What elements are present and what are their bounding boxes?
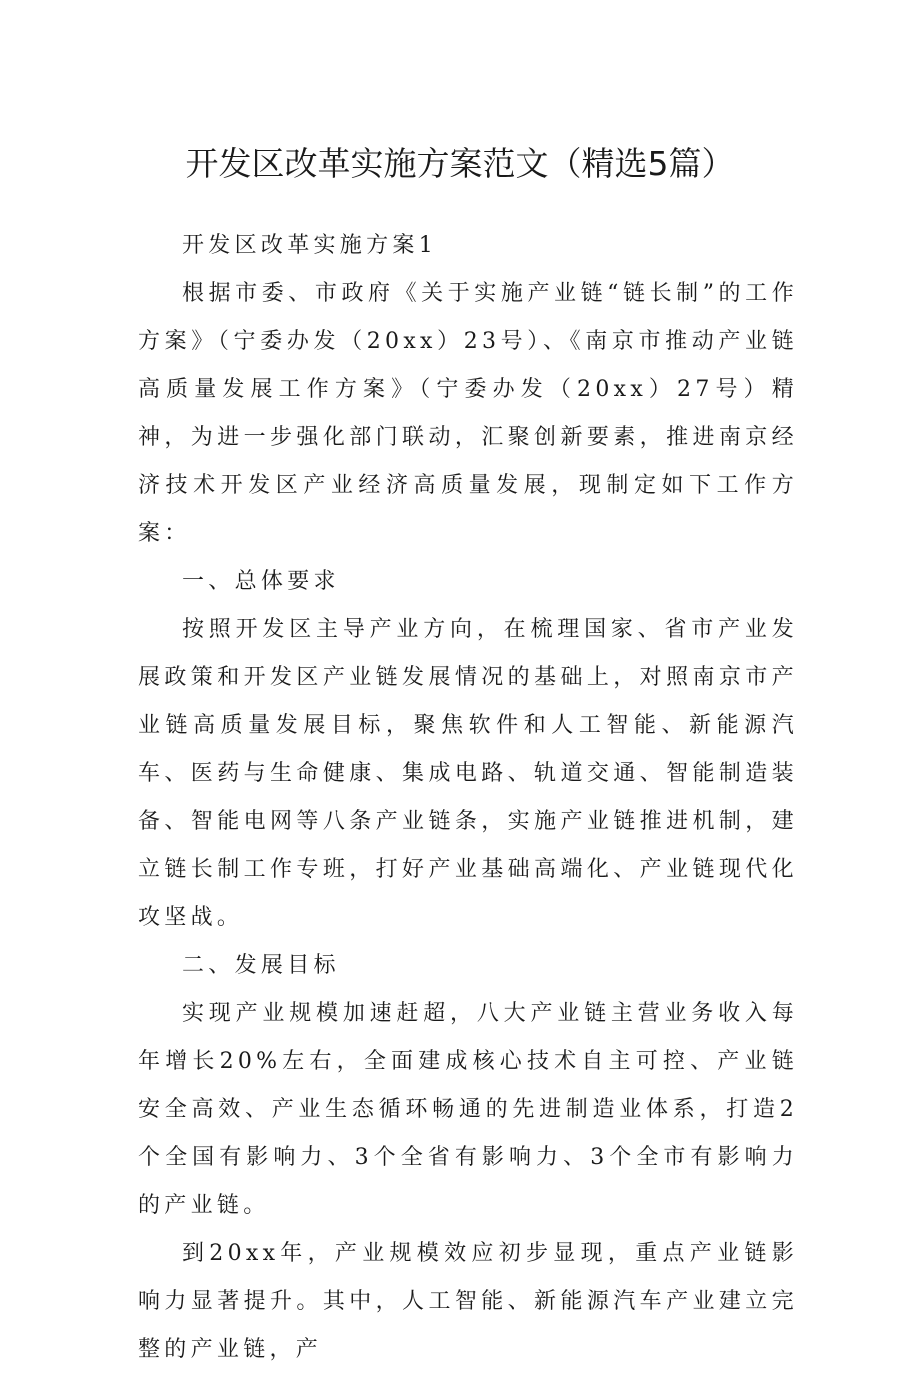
section-title: 开发区改革实施方案1	[182, 233, 437, 258]
document-title: 开发区改革实施方案范文（精选5篇）	[185, 144, 735, 183]
intro-paragraph: 根据市委、市政府《关于实施产业链“链长制”的工作方案》（宁委办发（20xx）23号）、《南京市推动产业链高质量发展工作方案》（宁委办发（20xx）27号）精神，为进一步强化部门联动，汇聚创新要素，推进南京经济技术开发区产业经济高质量发展，现制定如下工作方案：	[138, 281, 798, 546]
paragraph-overall-requirements: 按照开发区主导产业方向，在梳理国家、省市产业发展政策和开发区产业链发展情况的基础上，对照南京市产业链高质量发展目标，聚焦软件和人工智能、新能源汽车、医药与生命健康、集成电路、轨道交通、智能制造装备、智能电网等八条产业链条，实施产业链推进机制，建立链长制工作专班，打好产业基础高端化、产业链现代化攻坚战。	[138, 617, 798, 930]
heading-overall-requirements: 一、总体要求	[182, 569, 340, 594]
paragraph-2020-targets: 到20xx年，产业规模效应初步显现，重点产业链影响力显著提升。其中，人工智能、新能源汽车产业建立完整的产业链，产	[138, 1241, 798, 1362]
document-body	[138, 222, 798, 1374]
heading-development-goals: 二、发展目标	[182, 953, 340, 978]
paragraph-development-goals: 实现产业规模加速赶超，八大产业链主营业务收入每年增长20%左右，全面建成核心技术自主可控、产业链安全高效、产业生态循环畅通的先进制造业体系，打造2个全国有影响力、3个全省有影响力、3个全市有影响力的产业链。	[138, 1001, 798, 1218]
